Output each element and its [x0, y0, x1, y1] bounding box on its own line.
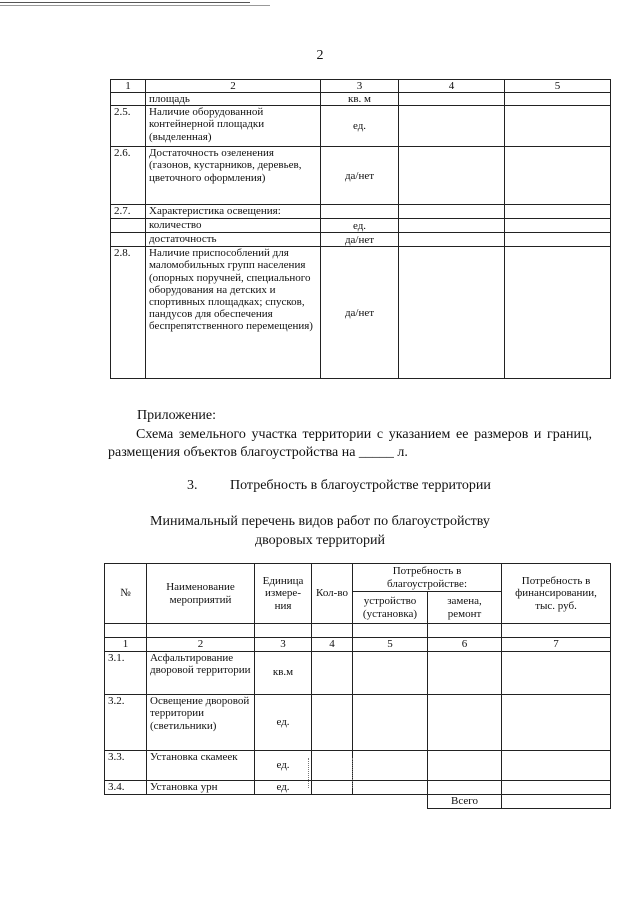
empty-cell: [312, 624, 353, 638]
row-number: 3.4.: [105, 780, 147, 794]
empty-cell: [502, 750, 611, 780]
row-name: количество: [146, 219, 321, 233]
empty-cell: [353, 750, 428, 780]
empty-cell: [502, 624, 611, 638]
header-finance: Потребность в финансировании, тыс. руб.: [502, 564, 611, 624]
row-name: Установка урн: [147, 780, 255, 794]
empty-cell: [353, 780, 428, 794]
table-row: [105, 780, 611, 794]
empty-cell: [105, 624, 147, 638]
list-title: Минимальный перечень видов работ по благоустройству дворовых территорий: [150, 514, 490, 548]
column-number: 7: [502, 638, 611, 652]
table-row: [111, 233, 611, 247]
empty-cell: [399, 147, 505, 205]
row-number: [111, 233, 146, 247]
empty-cell: [147, 624, 255, 638]
empty-cell: [428, 694, 502, 750]
dotted-guide: [352, 758, 353, 788]
row-unit: ед.: [255, 694, 312, 750]
table-row: [111, 219, 611, 233]
empty-cell: [505, 233, 611, 247]
row-unit: ед.: [321, 219, 399, 233]
table-header-row: [111, 80, 611, 93]
empty-cell: [428, 651, 502, 694]
empty-cell: [353, 694, 428, 750]
empty-cell: [428, 750, 502, 780]
table-row: [111, 106, 611, 147]
table-row: [105, 694, 611, 750]
appendix-text: Схема земельного участка территории с указанием ее размеров и границ, размещения объектов благоустройства на _____ л.: [108, 427, 592, 460]
row-number: [111, 219, 146, 233]
scan-artifact-line: [0, 5, 270, 6]
empty-cell: [312, 750, 353, 780]
row-name: Характеристика освещения:: [146, 205, 321, 219]
column-number: 6: [428, 638, 502, 652]
section-title: Потребность в благоустройстве территории: [230, 478, 491, 493]
table-row: [111, 247, 611, 379]
empty-cell: [312, 694, 353, 750]
empty-cell: [505, 93, 611, 106]
empty-cell: [312, 651, 353, 694]
spacer-row: [105, 624, 611, 638]
works-table: [104, 563, 611, 809]
header-replace: замена, ремонт: [428, 592, 502, 624]
characteristics-table: [110, 79, 611, 379]
column-number-row: [105, 638, 611, 652]
row-name: Наличие приспособлений для маломобильных групп населения (опорных поручней, специального оборудования на детских и спортивных площадках; спусков, пандусов для обеспечения беспрепятственного перемещения): [146, 247, 321, 379]
header-install: устройство (установка): [353, 592, 428, 624]
empty-cell: [105, 794, 428, 808]
total-label: Всего: [428, 794, 502, 808]
header-cell: 4: [399, 80, 505, 93]
table-row: [105, 651, 611, 694]
header-cell: 3: [321, 80, 399, 93]
row-number: [111, 93, 146, 106]
row-unit: кв.м: [255, 651, 312, 694]
header-name: Наименование мероприятий: [147, 564, 255, 624]
section-number: 3.: [187, 478, 198, 493]
empty-cell: [353, 624, 428, 638]
table-row: [105, 750, 611, 780]
empty-cell: [399, 93, 505, 106]
column-number: 3: [255, 638, 312, 652]
empty-cell: [505, 147, 611, 205]
scan-artifact-line: [0, 2, 250, 3]
empty-cell: [399, 205, 505, 219]
appendix-title: Приложение:: [137, 408, 217, 423]
column-number: 1: [105, 638, 147, 652]
empty-cell: [399, 219, 505, 233]
empty-cell: [312, 780, 353, 794]
row-number: 2.8.: [111, 247, 146, 379]
row-unit: ед.: [255, 780, 312, 794]
empty-cell: [505, 106, 611, 147]
row-unit: да/нет: [321, 247, 399, 379]
table-row: [111, 93, 611, 106]
row-name: Достаточность озеленения (газонов, кустарников, деревьев, цветочного оформления): [146, 147, 321, 205]
total-value: [502, 794, 611, 808]
table-header-row: [105, 564, 611, 592]
row-number: 3.3.: [105, 750, 147, 780]
empty-cell: [428, 780, 502, 794]
row-number: 3.1.: [105, 651, 147, 694]
table-row: [111, 205, 611, 219]
row-unit: ед.: [321, 106, 399, 147]
empty-cell: [399, 233, 505, 247]
column-number: 2: [147, 638, 255, 652]
row-unit: кв. м: [321, 93, 399, 106]
empty-cell: [399, 106, 505, 147]
page-number: 2: [316, 48, 324, 63]
row-name: достаточность: [146, 233, 321, 247]
header-cell: 2: [146, 80, 321, 93]
row-name: Асфальтирование дворовой территории: [147, 651, 255, 694]
row-unit: [321, 205, 399, 219]
row-unit: да/нет: [321, 147, 399, 205]
header-unit: Единица измере-ния: [255, 564, 312, 624]
header-cell: 1: [111, 80, 146, 93]
column-number: 4: [312, 638, 353, 652]
empty-cell: [505, 205, 611, 219]
row-unit: да/нет: [321, 233, 399, 247]
row-name: Освещение дворовой территории (светильники): [147, 694, 255, 750]
empty-cell: [505, 219, 611, 233]
column-number: 5: [353, 638, 428, 652]
total-row: [105, 794, 611, 808]
empty-cell: [353, 651, 428, 694]
header-qty: Кол-во: [312, 564, 353, 624]
row-number: 2.6.: [111, 147, 146, 205]
empty-cell: [502, 694, 611, 750]
table-row: [111, 147, 611, 205]
empty-cell: [428, 624, 502, 638]
empty-cell: [502, 651, 611, 694]
row-number: 3.2.: [105, 694, 147, 750]
row-number: 2.5.: [111, 106, 146, 147]
header-need: Потребность в благоустройстве:: [353, 564, 502, 592]
row-name: площадь: [146, 93, 321, 106]
header-no: №: [105, 564, 147, 624]
empty-cell: [255, 624, 312, 638]
row-name: Наличие оборудованной контейнерной площадки (выделенная): [146, 106, 321, 147]
dotted-guide: [308, 758, 309, 788]
empty-cell: [399, 247, 505, 379]
row-number: 2.7.: [111, 205, 146, 219]
header-cell: 5: [505, 80, 611, 93]
row-unit: ед.: [255, 750, 312, 780]
empty-cell: [502, 780, 611, 794]
row-name: Установка скамеек: [147, 750, 255, 780]
empty-cell: [505, 247, 611, 379]
